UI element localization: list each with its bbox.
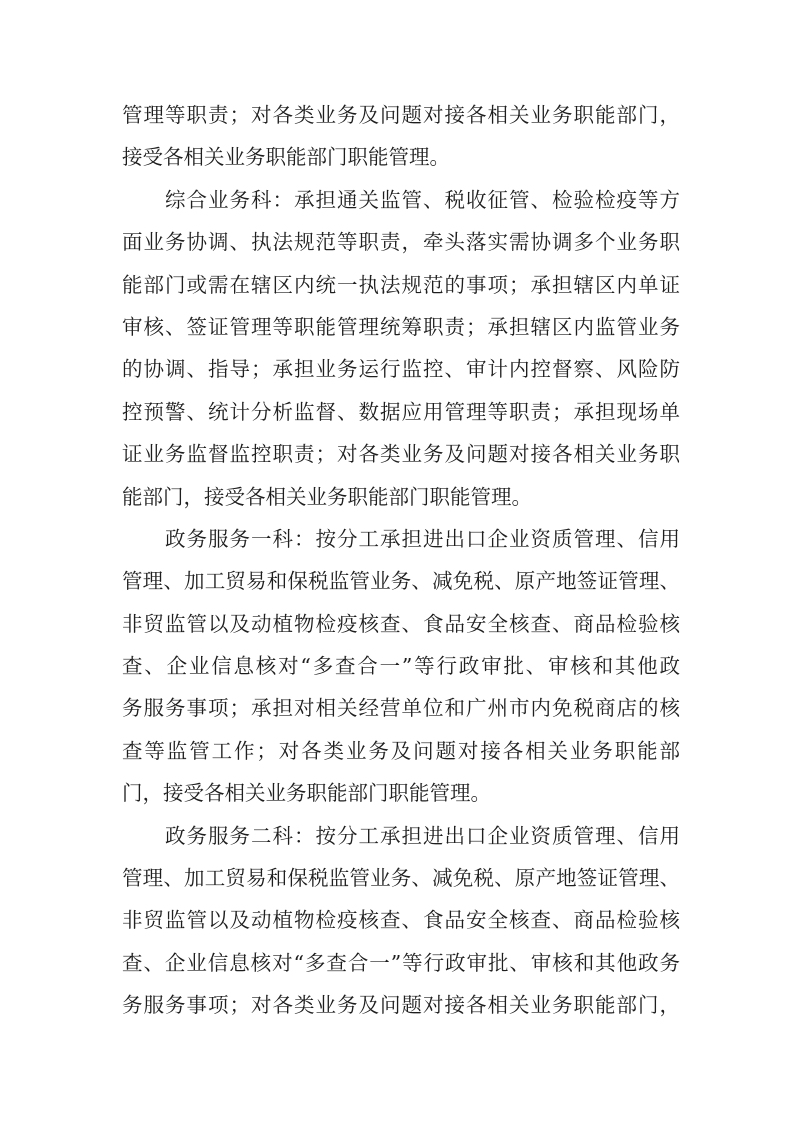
paragraph-line: 查等监管工作；对各类业务及问题对接各相关业务职能部 <box>122 738 680 763</box>
paragraph-line: 政务服务二科：按分工承担进出口企业资质管理、信用 <box>165 823 680 848</box>
paragraph-service-section-one <box>122 518 680 815</box>
paragraph-line: 查、企业信息核对“多查合一”等行政审批、审核和其他政务 <box>122 950 680 975</box>
paragraph-line: 综合业务科：承担通关监管、税收征管、检验检疫等方 <box>165 187 680 212</box>
paragraph-line: 查、企业信息核对“多查合一”等行政审批、审核和其他政 <box>122 654 680 679</box>
paragraph-line: 政务服务一科：按分工承担进出口企业资质管理、信用 <box>165 526 680 551</box>
paragraph-line: 管理、加工贸易和保税监管业务、减免税、原产地签证管理、 <box>122 569 680 594</box>
paragraph-line: 审核、签证管理等职能管理统筹职责；承担辖区内监管业务 <box>122 314 680 339</box>
paragraph-line: 面业务协调、执法规范等职责，牵头落实需协调多个业务职 <box>122 230 680 255</box>
paragraph-line: 管理、加工贸易和保税监管业务、减免税、原产地签证管理、 <box>122 866 680 891</box>
paragraph-service-section-two <box>122 815 680 1027</box>
paragraph-line: 务服务事项；承担对相关经营单位和广州市内免税商店的核 <box>122 696 680 721</box>
document-body <box>122 94 680 1027</box>
paragraph-comprehensive-section <box>122 179 680 518</box>
paragraph-continued <box>122 94 680 179</box>
paragraph-line: 控预警、统计分析监督、数据应用管理等职责；承担现场单 <box>122 399 680 424</box>
paragraph-line: 能部门或需在辖区内统一执法规范的事项；承担辖区内单证 <box>122 272 680 297</box>
paragraph-line: 管理等职责；对各类业务及问题对接各相关业务职能部门， <box>122 103 680 127</box>
paragraph-line: 非贸监管以及动植物检疫核查、食品安全核查、商品检验核 <box>122 908 680 933</box>
paragraph-line: 的协调、指导；承担业务运行监控、审计内控督察、风险防 <box>122 357 680 382</box>
paragraph-line: 务服务事项；对各类业务及问题对接各相关业务职能部门， <box>122 993 680 1018</box>
paragraph-line: 证业务监督监控职责；对各类业务及问题对接各相关业务职 <box>122 442 680 467</box>
paragraph-line: 接受各相关业务职能部门职能管理。 <box>122 145 450 170</box>
paragraph-line: 能部门，接受各相关业务职能部门职能管理。 <box>122 484 532 509</box>
paragraph-line: 门，接受各相关业务职能部门职能管理。 <box>122 781 491 806</box>
paragraph-line: 非贸监管以及动植物检疫核查、食品安全核查、商品检验核 <box>122 611 680 636</box>
